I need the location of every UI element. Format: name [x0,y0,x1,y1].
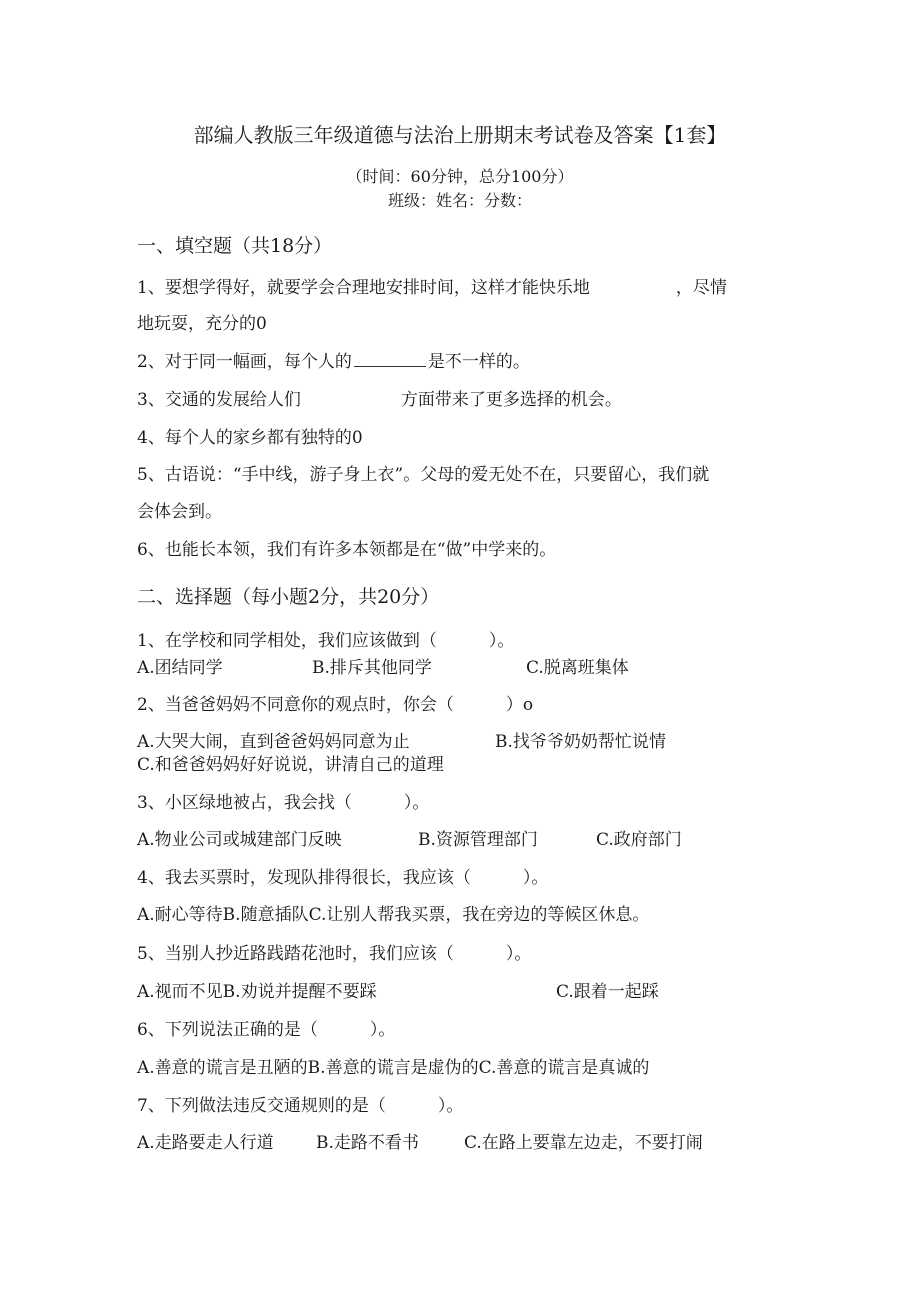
fill-question-3 [137,388,622,412]
option-a: A.物业公司或城建部门反映 [137,830,342,850]
question-stem: ）。 [437,1096,464,1116]
option-c: C.在路上要靠左边走，不要打闹 [464,1133,703,1153]
section-heading-fill-blank: 一、填空题（共18分） [137,235,333,257]
question-stem: 7、下列做法违反交通规则的是（ [137,1096,386,1116]
section-heading-choice: 二、选择题（每小题2分，共20分） [137,586,440,608]
option-ab: A.视而不见B.劝说并提醒不要踩 [137,982,377,1002]
options-line: A.耐心等待B.随意插队C.让别人帮我买票，我在旁边的等候区休息。 [137,905,650,925]
option-b: B.排斥其他同学 [312,658,432,678]
choice-question-2 [137,693,533,717]
choice-question-4 [137,866,548,890]
student-info: 班级：姓名：分数： [387,191,532,210]
option-b: B.资源管理部门 [418,830,538,850]
question-stem: 3、小区绿地被占，我会找（ [137,793,352,813]
choice-question-5 [137,942,531,966]
option-b: B.走路不看书 [316,1133,419,1153]
options-line: A.善意的谎言是丑陋的B.善意的谎言是虚伪的C.善意的谎言是真诚的 [137,1058,650,1078]
choice-question-6 [137,1018,395,1042]
question-stem: ）。 [505,944,532,964]
question-stem: ）。 [488,631,515,651]
option-a: A.大哭大闹，直到爸爸妈妈同意为止 [137,732,410,752]
choice-question-1 [137,629,514,653]
choice-question-7 [137,1094,463,1118]
option-b: B.找爷爷奶奶帮忙说情 [495,732,666,752]
fill-question-1-cont: 地玩耍，充分的0 [137,314,267,334]
page-title: 部编人教版三年级道德与法治上册期末考试卷及答案【1套】 [193,123,727,147]
choice-question-3 [137,791,429,815]
option-c: C.和爸爸妈妈好好说说，讲清自己的道理 [137,755,444,775]
question-stem: ）o [505,695,534,715]
fill-question-2 [137,350,530,374]
question-text: 方面带来了更多选择的机会。 [400,390,622,410]
option-c: C.跟着一起踩 [556,982,659,1002]
question-stem: ）。 [369,1020,396,1040]
question-text: 2、对于同一幅画，每个人的 [137,352,352,372]
option-a: A.走路要走人行道 [137,1133,274,1153]
option-c: C.脱离班集体 [526,658,629,678]
question-text: 1、要想学得好，就要学会合理地安排时间，这样才能快乐地 [137,278,590,298]
option-a: A.团结同学 [137,658,223,678]
question-stem: 5、当别人抄近路践踏花池时，我们应该（ [137,944,454,964]
question-stem: 6、下列说法正确的是（ [137,1020,318,1040]
question-stem: ）。 [403,793,430,813]
question-stem: 2、当爸爸妈妈不同意你的观点时，你会（ [137,695,454,715]
fill-question-6: 6、也能长本领，我们有许多本领都是在“做”中学来的。 [137,540,557,560]
fill-question-5-cont: 会体会到。 [137,502,222,522]
question-text: ，尽情 [675,278,727,298]
question-stem: ）。 [522,868,549,888]
answer-blank [354,351,426,367]
fill-question-5: 5、古语说：“手中线，游子身上衣”。父母的爱无处不在，只要留心，我们就 [137,465,710,485]
question-text: 3、交通的发展给人们 [137,390,301,410]
question-stem: 4、我去买票时，发现队排得很长，我应该（ [137,868,471,888]
option-c: C.政府部门 [596,830,682,850]
question-text: 是不一样的。 [427,352,530,372]
time-info: （时间：60分钟，总分100分） [346,167,574,186]
fill-question-4: 4、每个人的家乡都有独特的0 [137,428,363,448]
question-stem: 1、在学校和同学相处，我们应该做到（ [137,631,437,651]
fill-question-1 [137,276,727,300]
